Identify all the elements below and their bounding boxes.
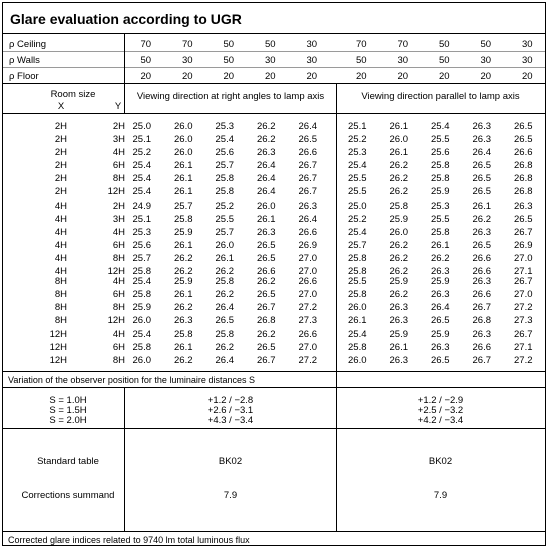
ugr-value: 26.0	[348, 302, 367, 313]
ugr-value: 26.3	[389, 302, 408, 313]
room-x: 2H	[54, 134, 67, 145]
variation-parallel: +2.5 / −3.2	[417, 405, 464, 416]
ugr-value: 24.9	[132, 201, 151, 212]
ugr-value: 26.2	[174, 355, 193, 366]
room-y: 8H	[112, 253, 125, 264]
variation-distance: S = 2.0H	[49, 415, 87, 426]
ugr-value: 26.3	[257, 147, 276, 158]
ugr-value: 25.5	[431, 134, 450, 145]
ugr-value: 25.9	[431, 329, 450, 340]
ugr-value: 27.0	[514, 253, 533, 264]
reflectance-value: 50	[438, 55, 450, 66]
rule-under-title	[3, 33, 545, 34]
ugr-value: 27.1	[514, 342, 533, 353]
ugr-value: 26.1	[472, 201, 491, 212]
ugr-value: 26.6	[472, 253, 491, 264]
room-x: 4H	[54, 240, 67, 251]
ugr-value: 26.7	[472, 355, 491, 366]
room-y: 12H	[107, 266, 125, 277]
corrections-parallel: 7.9	[433, 490, 448, 501]
ugr-value: 25.4	[132, 276, 151, 287]
ugr-value: 25.7	[132, 253, 151, 264]
ugr-value: 25.9	[389, 276, 408, 287]
ugr-value: 26.6	[298, 227, 317, 238]
reflectance-value: 50	[355, 55, 367, 66]
ugr-value: 26.7	[298, 160, 317, 171]
ugr-value: 26.1	[215, 253, 234, 264]
ugr-value: 26.2	[174, 302, 193, 313]
ugr-value: 26.3	[257, 227, 276, 238]
reflectance-value: 20	[355, 71, 367, 82]
ugr-value: 26.1	[174, 240, 193, 251]
ugr-value: 26.2	[215, 266, 234, 277]
room-y: 12H	[107, 315, 125, 326]
ugr-value: 26.5	[298, 134, 317, 145]
ugr-value: 26.7	[298, 186, 317, 197]
ugr-value: 26.1	[431, 240, 450, 251]
ugr-value: 26.2	[389, 173, 408, 184]
reflectance-value: 20	[438, 71, 450, 82]
ugr-value: 26.6	[472, 289, 491, 300]
ugr-value: 26.6	[257, 266, 276, 277]
room-y: 4H	[112, 147, 125, 158]
ugr-value: 26.3	[298, 201, 317, 212]
ugr-value: 26.5	[257, 253, 276, 264]
ugr-value: 26.8	[472, 315, 491, 326]
ugr-value: 26.5	[431, 355, 450, 366]
room-y: 6H	[112, 160, 125, 171]
variation-parallel: +4.2 / −3.4	[417, 415, 464, 426]
ugr-value: 25.4	[348, 329, 367, 340]
rule-table-end	[3, 371, 545, 372]
ugr-value: 26.2	[389, 253, 408, 264]
view-parallel: Viewing direction parallel to lamp axis	[361, 91, 520, 102]
ugr-value: 26.6	[298, 329, 317, 340]
ugr-value: 26.4	[215, 355, 234, 366]
room-size-y: Y	[114, 101, 122, 112]
ugr-value: 26.2	[257, 134, 276, 145]
room-size-label: Room size	[50, 89, 96, 100]
ugr-value: 26.2	[174, 266, 193, 277]
ugr-value: 25.5	[348, 173, 367, 184]
reflectance-value: 70	[140, 39, 152, 50]
ugr-value: 26.5	[431, 315, 450, 326]
ugr-value: 25.0	[348, 201, 367, 212]
room-x: 2H	[54, 173, 67, 184]
ugr-value: 26.0	[348, 355, 367, 366]
ugr-value: 25.4	[348, 160, 367, 171]
ugr-value: 26.5	[472, 186, 491, 197]
ugr-value: 25.8	[389, 201, 408, 212]
ugr-value: 26.1	[257, 214, 276, 225]
ugr-value: 26.5	[215, 315, 234, 326]
ugr-value: 26.8	[514, 160, 533, 171]
rule-variation-label	[3, 387, 545, 388]
ugr-value: 25.8	[174, 329, 193, 340]
room-x: 2H	[54, 186, 67, 197]
ugr-value: 26.3	[514, 201, 533, 212]
ugr-value: 25.9	[431, 276, 450, 287]
rule-floor	[3, 83, 545, 84]
room-x: 2H	[54, 160, 67, 171]
room-x: 4H	[54, 227, 67, 238]
ugr-value: 25.6	[132, 240, 151, 251]
room-x: 12H	[49, 355, 67, 366]
ugr-value: 26.2	[257, 276, 276, 287]
variation-parallel: +1.2 / −2.9	[417, 395, 464, 406]
ugr-value: 26.2	[389, 266, 408, 277]
ugr-value: 26.7	[257, 355, 276, 366]
ugr-value: 26.1	[174, 342, 193, 353]
ugr-value: 25.5	[348, 276, 367, 287]
reflectance-value: 50	[438, 39, 450, 50]
ugr-value: 25.9	[389, 214, 408, 225]
ugr-value: 25.9	[431, 186, 450, 197]
ugr-value: 25.2	[132, 147, 151, 158]
ugr-value: 26.7	[514, 329, 533, 340]
ugr-value: 26.1	[174, 289, 193, 300]
reflectance-value: 20	[397, 71, 409, 82]
ugr-value: 25.8	[132, 266, 151, 277]
ugr-value: 26.9	[298, 240, 317, 251]
ugr-value: 25.9	[174, 227, 193, 238]
ugr-value: 25.9	[389, 329, 408, 340]
ugr-value: 25.8	[132, 342, 151, 353]
ugr-value: 25.4	[132, 186, 151, 197]
ugr-value: 25.4	[215, 134, 234, 145]
rule-header	[3, 113, 545, 114]
ugr-value: 26.7	[257, 302, 276, 313]
ugr-value: 25.3	[431, 201, 450, 212]
ugr-value: 25.9	[174, 276, 193, 287]
ugr-value: 26.3	[389, 315, 408, 326]
ugr-value: 26.1	[389, 147, 408, 158]
ugr-value: 27.0	[298, 266, 317, 277]
room-y: 4H	[112, 227, 125, 238]
ugr-value: 26.4	[257, 186, 276, 197]
ugr-value: 25.1	[132, 134, 151, 145]
ugr-value: 26.3	[472, 134, 491, 145]
reflectance-value: 70	[397, 39, 409, 50]
room-x: 8H	[54, 289, 67, 300]
room-x: 8H	[54, 315, 67, 326]
ugr-value: 26.5	[514, 134, 533, 145]
ugr-value: 25.2	[215, 201, 234, 212]
ugr-value: 26.5	[514, 121, 533, 132]
ugr-value: 25.4	[431, 121, 450, 132]
page-title: Glare evaluation according to UGR	[10, 11, 242, 27]
ugr-value: 26.6	[472, 266, 491, 277]
variation-right: +1.2 / −2.8	[207, 395, 254, 406]
variation-distance: S = 1.0H	[49, 395, 87, 406]
standard-table-label: Standard table	[37, 456, 99, 467]
room-y: 3H	[112, 134, 125, 145]
ugr-value: 26.2	[472, 214, 491, 225]
ugr-value: 26.2	[257, 329, 276, 340]
ugr-value: 26.2	[215, 342, 234, 353]
ugr-value: 26.8	[514, 186, 533, 197]
ugr-value: 27.0	[298, 342, 317, 353]
ugr-value: 25.6	[215, 147, 234, 158]
reflectance-value: 20	[480, 71, 492, 82]
ugr-value: 27.3	[514, 315, 533, 326]
ugr-value: 26.4	[257, 173, 276, 184]
reflectance-value: 30	[521, 55, 533, 66]
room-y: 12H	[107, 186, 125, 197]
ugr-value: 26.1	[174, 186, 193, 197]
ugr-value: 25.3	[348, 147, 367, 158]
ugr-value: 25.8	[431, 173, 450, 184]
reflectance-value: 30	[306, 55, 318, 66]
ugr-value: 25.5	[215, 214, 234, 225]
ugr-value: 27.0	[514, 289, 533, 300]
ugr-value: 26.0	[389, 227, 408, 238]
room-y: 8H	[112, 173, 125, 184]
ugr-value: 26.2	[389, 289, 408, 300]
ugr-value: 26.1	[174, 160, 193, 171]
standard-table-right: BK02	[218, 456, 243, 467]
room-x: 12H	[49, 342, 67, 353]
ugr-value: 26.3	[431, 342, 450, 353]
reflectance-value: 30	[397, 55, 409, 66]
ugr-value: 26.3	[472, 227, 491, 238]
variation-right: +2.6 / −3.1	[207, 405, 254, 416]
room-y: 4H	[112, 329, 125, 340]
ugr-value: 26.2	[389, 240, 408, 251]
reflectance-value: 20	[223, 71, 235, 82]
corrections-label: Corrections summand	[21, 490, 115, 501]
ugr-value: 26.5	[472, 240, 491, 251]
reflectance-value: 50	[264, 39, 276, 50]
ugr-value: 25.8	[431, 227, 450, 238]
ugr-value: 25.7	[215, 227, 234, 238]
ugr-value: 26.6	[472, 342, 491, 353]
ugr-value: 26.5	[514, 214, 533, 225]
rule-walls	[3, 67, 545, 68]
footer-note: Corrected glare indices related to 9740 lm total luminous flux	[8, 535, 250, 545]
ugr-value: 25.8	[215, 329, 234, 340]
view-right-angles: Viewing direction at right angles to lamp axis	[136, 91, 325, 102]
ugr-value: 25.4	[132, 173, 151, 184]
ugr-value: 27.0	[298, 289, 317, 300]
ugr-value: 25.4	[132, 329, 151, 340]
room-x: 2H	[54, 147, 67, 158]
reflectance-value: 70	[181, 39, 193, 50]
ugr-value: 25.5	[348, 186, 367, 197]
room-x: 12H	[49, 329, 67, 340]
ugr-value: 26.5	[257, 289, 276, 300]
reflectance-value: 30	[264, 55, 276, 66]
room-y: 6H	[112, 342, 125, 353]
ugr-value: 26.2	[257, 121, 276, 132]
ugr-value: 25.9	[132, 302, 151, 313]
reflectance-label: ρ Walls	[9, 55, 40, 66]
ugr-value: 26.2	[215, 289, 234, 300]
variation-right: +4.3 / −3.4	[207, 415, 254, 426]
ugr-value: 26.2	[174, 253, 193, 264]
ugr-value: 26.1	[389, 342, 408, 353]
ugr-value: 25.0	[132, 121, 151, 132]
ugr-value: 25.6	[431, 147, 450, 158]
ugr-value: 26.0	[257, 201, 276, 212]
ugr-value: 26.7	[514, 227, 533, 238]
ugr-value: 27.1	[514, 266, 533, 277]
ugr-value: 26.3	[472, 276, 491, 287]
ugr-value: 25.3	[215, 121, 234, 132]
ugr-value: 25.8	[215, 186, 234, 197]
reflectance-value: 20	[181, 71, 193, 82]
ugr-value: 27.2	[298, 355, 317, 366]
ugr-value: 26.4	[215, 302, 234, 313]
ugr-value: 26.1	[174, 173, 193, 184]
ugr-value: 26.1	[348, 315, 367, 326]
ugr-value: 26.8	[257, 315, 276, 326]
room-x: 4H	[54, 201, 67, 212]
room-x: 4H	[54, 253, 67, 264]
ugr-value: 25.1	[132, 214, 151, 225]
room-y: 8H	[112, 355, 125, 366]
ugr-value: 26.6	[298, 147, 317, 158]
ugr-value: 26.5	[257, 240, 276, 251]
ugr-value: 26.3	[472, 121, 491, 132]
ugr-value: 26.0	[132, 355, 151, 366]
ugr-sheet	[2, 2, 546, 546]
reflectance-value: 20	[140, 71, 152, 82]
ugr-value: 27.0	[298, 253, 317, 264]
ugr-value: 25.8	[215, 173, 234, 184]
ugr-value: 25.4	[132, 160, 151, 171]
reflectance-value: 30	[480, 55, 492, 66]
ugr-value: 25.8	[348, 253, 367, 264]
reflectance-value: 30	[181, 55, 193, 66]
ugr-value: 25.8	[348, 342, 367, 353]
rule-ceiling	[3, 51, 545, 52]
ugr-value: 26.2	[389, 186, 408, 197]
ugr-value: 25.2	[348, 214, 367, 225]
reflectance-value: 20	[306, 71, 318, 82]
room-y: 6H	[112, 289, 125, 300]
ugr-value: 26.1	[389, 121, 408, 132]
reflectance-value: 50	[480, 39, 492, 50]
reflectance-value: 20	[264, 71, 276, 82]
room-x: 2H	[54, 121, 67, 132]
reflectance-value: 50	[140, 55, 152, 66]
ugr-value: 26.5	[472, 173, 491, 184]
ugr-value: 26.6	[514, 147, 533, 158]
ugr-value: 25.7	[348, 240, 367, 251]
ugr-value: 25.8	[348, 266, 367, 277]
corrections-right: 7.9	[223, 490, 238, 501]
room-y: 3H	[112, 214, 125, 225]
ugr-value: 26.3	[472, 329, 491, 340]
ugr-value: 27.3	[298, 315, 317, 326]
ugr-value: 26.0	[174, 134, 193, 145]
ugr-value: 26.5	[257, 342, 276, 353]
reflectance-label: ρ Ceiling	[9, 39, 47, 50]
ugr-value: 26.3	[431, 289, 450, 300]
ugr-value: 26.0	[174, 147, 193, 158]
reflectance-value: 20	[521, 71, 533, 82]
reflectance-value: 30	[306, 39, 318, 50]
ugr-value: 26.3	[389, 355, 408, 366]
ugr-value: 26.7	[472, 302, 491, 313]
ugr-value: 25.1	[348, 121, 367, 132]
ugr-value: 26.7	[514, 276, 533, 287]
room-x: 8H	[54, 302, 67, 313]
room-x: 4H	[54, 214, 67, 225]
ugr-value: 25.7	[215, 160, 234, 171]
ugr-value: 26.4	[472, 147, 491, 158]
ugr-value: 25.8	[215, 276, 234, 287]
reflectance-value: 70	[355, 39, 367, 50]
ugr-value: 26.6	[298, 276, 317, 287]
ugr-value: 27.2	[298, 302, 317, 313]
ugr-value: 26.0	[132, 315, 151, 326]
reflectance-label: ρ Floor	[9, 71, 39, 82]
ugr-value: 26.0	[389, 134, 408, 145]
ugr-value: 26.9	[514, 240, 533, 251]
ugr-value: 27.2	[514, 302, 533, 313]
rule-footer	[3, 531, 545, 532]
ugr-value: 26.5	[472, 160, 491, 171]
standard-table-parallel: BK02	[428, 456, 453, 467]
room-y: 8H	[112, 302, 125, 313]
reflectance-value: 30	[521, 39, 533, 50]
reflectance-value: 50	[223, 39, 235, 50]
ugr-value: 25.5	[431, 214, 450, 225]
room-y: 2H	[112, 121, 125, 132]
ugr-value: 26.8	[514, 173, 533, 184]
ugr-value: 26.4	[298, 214, 317, 225]
ugr-value: 26.2	[389, 160, 408, 171]
ugr-value: 26.4	[298, 121, 317, 132]
ugr-value: 26.7	[298, 173, 317, 184]
room-y: 2H	[112, 201, 125, 212]
variation-distance: S = 1.5H	[49, 405, 87, 416]
ugr-value: 26.0	[174, 121, 193, 132]
ugr-value: 25.7	[174, 201, 193, 212]
ugr-value: 25.8	[174, 214, 193, 225]
rule-variation-end	[3, 428, 545, 429]
ugr-value: 26.3	[174, 315, 193, 326]
ugr-value: 26.3	[431, 266, 450, 277]
room-x: 4H	[54, 266, 67, 277]
ugr-value: 26.4	[431, 302, 450, 313]
ugr-value: 27.2	[514, 355, 533, 366]
ugr-value: 26.2	[431, 253, 450, 264]
ugr-value: 25.4	[348, 227, 367, 238]
room-size-x: X	[57, 101, 65, 112]
ugr-value: 25.2	[348, 134, 367, 145]
variation-label: Variation of the observer position for the luminaire distances S	[8, 375, 255, 385]
room-y: 6H	[112, 240, 125, 251]
room-x: 8H	[54, 276, 67, 287]
ugr-value: 26.4	[257, 160, 276, 171]
ugr-value: 25.8	[132, 289, 151, 300]
ugr-value: 25.8	[348, 289, 367, 300]
room-y: 4H	[112, 276, 125, 287]
ugr-value: 26.0	[215, 240, 234, 251]
ugr-value: 25.8	[431, 160, 450, 171]
ugr-value: 25.3	[132, 227, 151, 238]
reflectance-value: 50	[223, 55, 235, 66]
